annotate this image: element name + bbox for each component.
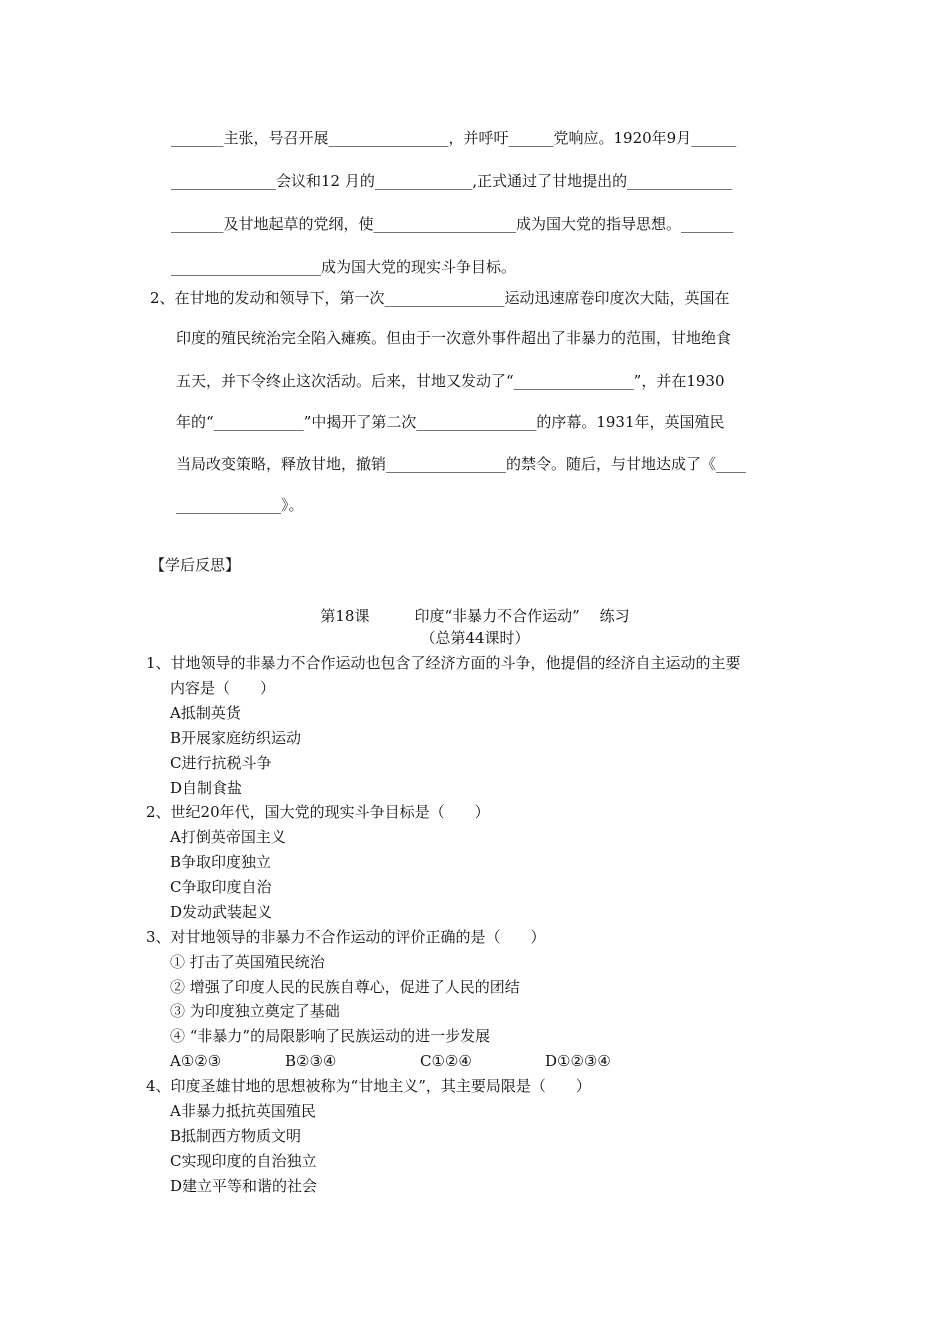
q1-line-4: ____________________成为国大党的现实斗争目标。	[171, 258, 517, 276]
question-3-statement-1: ① 打击了英国殖民统治	[170, 953, 325, 971]
question-4-stem: 4、印度圣雄甘地的思想被称为“甘地主义”，其主要局限是（ ）	[146, 1077, 591, 1095]
question-4-option-d: D建立平等和谐的社会	[170, 1177, 318, 1195]
question-1-option-d: D自制食盐	[170, 779, 243, 797]
question-3-choice-c: C①②④	[420, 1052, 472, 1070]
question-1-option-c: C进行抗税斗争	[170, 754, 272, 772]
question-1-stem-cont: 内容是（ ）	[170, 679, 276, 697]
question-2-option-d: D发动武装起义	[170, 903, 273, 921]
q1-line-1: _______主张，号召开展________________，并呼吁______党响应。1920年9月______	[171, 129, 737, 147]
question-2-option-a: A打倒英帝国主义	[170, 828, 286, 846]
question-4-option-a: A非暴力抵抗英国殖民	[170, 1102, 316, 1120]
q2-line-6: ______________》。	[176, 496, 304, 514]
q1-line-2: ______________会议和12 月的_____________,正式通过了甘地提出的______________	[171, 172, 733, 190]
question-1-option-a: A抵制英货	[170, 704, 241, 722]
q2-line-4: 年的“____________”中揭开了第二次________________的序幕。1931年，英国殖民	[176, 413, 725, 431]
exercise-title: 第18课 印度“非暴力不合作运动” 练习	[320, 607, 630, 625]
q1-line-3: _______及甘地起草的党纲，使___________________成为国大党的指导思想。_______	[171, 215, 734, 233]
question-3-statement-2: ② 增强了印度人民的民族自尊心，促进了人民的团结	[170, 978, 520, 996]
question-1-option-b: B开展家庭纺织运动	[170, 729, 302, 747]
q2-line-5: 当局改变策略，释放甘地，撤销________________的禁令。随后，与甘地达成了《____	[176, 455, 747, 473]
question-1-stem: 1、甘地领导的非暴力不合作运动也包含了经济方面的斗争，他提倡的经济自主运动的主要	[146, 654, 741, 672]
question-3-statement-4: ④ “非暴力”的局限影响了民族运动的进一步发展	[170, 1027, 491, 1045]
question-3-statement-3: ③ 为印度独立奠定了基础	[170, 1002, 340, 1020]
q2-line-3: 五天，并下令终止这次活动。后来，甘地又发动了“________________”，并在1930	[176, 372, 725, 390]
question-2-option-b: B争取印度独立	[170, 853, 272, 871]
question-3-choice-b: B②③④	[285, 1052, 337, 1070]
exercise-subtitle: （总第44课时）	[420, 629, 530, 647]
q2-line-2: 印度的殖民统治完全陷入瘫痪。但由于一次意外事件超出了非暴力的范围，甘地绝食	[176, 329, 732, 347]
question-3-stem: 3、对甘地领导的非暴力不合作运动的评价正确的是（ ）	[146, 928, 546, 946]
reflection-heading: 【学后反思】	[150, 556, 241, 574]
question-2-stem: 2、世纪20年代，国大党的现实斗争目标是（ ）	[146, 803, 490, 821]
question-3-choice-d: D①②③④	[545, 1052, 611, 1070]
question-4-option-c: C实现印度的自治独立	[170, 1152, 317, 1170]
q2-line-1: 2、在甘地的发动和领导下，第一次________________运动迅速席卷印度次大陆，英国在	[150, 289, 730, 307]
question-3-choice-a: A①②③	[170, 1052, 222, 1070]
question-4-option-b: B抵制西方物质文明	[170, 1127, 302, 1145]
question-2-option-c: C争取印度自治	[170, 878, 272, 896]
